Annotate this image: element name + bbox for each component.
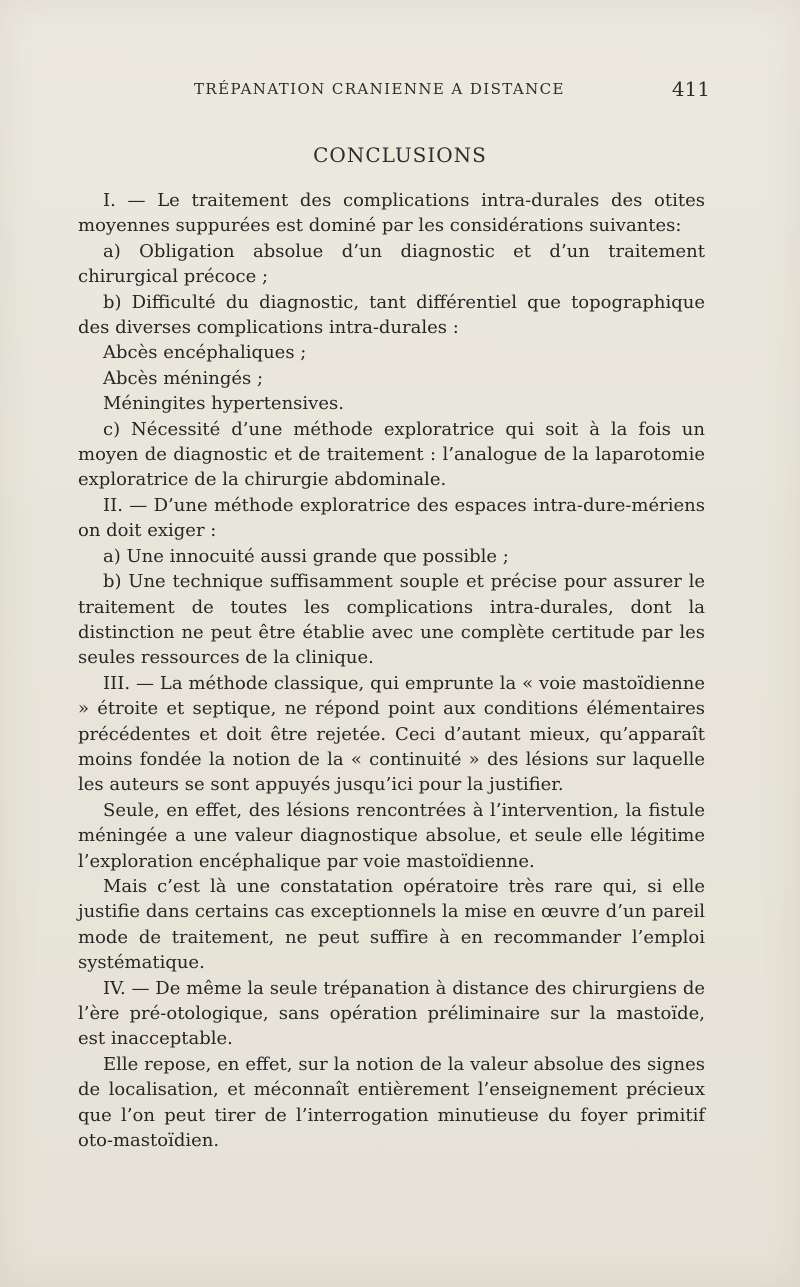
paragraph-1c: c) Nécessité d’une méthode exploratrice qui soit à la fois un moyen de diagnostic et de traitement : l’analogue de la laparotomie exploratrice de la chirurgie abdominale. (78, 418, 705, 491)
paragraph-4: IV. — De même la seule trépanation à distance des chirurgiens de l’ère pré-otologique, sans opération préliminaire sur la mastoïde, est inacceptable. (78, 977, 705, 1050)
paragraph-1b: b) Difficulté du diagnostic, tant différentiel que topographique des diverses complications intra-durales : (78, 291, 705, 339)
paragraph-4-cont: Elle repose, en effet, sur la notion de la valeur absolue des signes de localisation, et méconnaît entièrement l’enseignement précieux que l’on peut tirer de l’interrogation minutieuse du foyer primitif oto-mastoïdien. (78, 1053, 705, 1152)
paragraph-3: III. — La méthode classique, qui emprunte la « voie mastoïdienne » étroite et septique, ne répond point aux conditions élémentaires précédentes et doit être rejetée. Ceci d’autant mieux, qu’apparaît moins fondée la notion de la « continuité » des lésions sur laquelle les auteurs se sont appuyés jusqu’ici pour la justifier. (78, 672, 705, 796)
list-item-meningites: Méningites hypertensives. (103, 393, 344, 415)
page-number: 411 (671, 77, 710, 101)
paragraph-2a: a) Une innocuité aussi grande que possible ; (103, 545, 509, 567)
section-title: CONCLUSIONS (313, 143, 487, 167)
list-item-abces-meninges: Abcès méningés ; (103, 367, 264, 389)
paragraph-2: II. — D’une méthode exploratrice des espaces intra-dure-mériens on doit exiger : (78, 494, 705, 542)
running-title: TRÉPANATION CRANIENNE A DISTANCE (194, 80, 565, 98)
paragraph-2b: b) Une technique suffisamment souple et précise pour assurer le traitement de toutes les complications intra-durales, dont la distinction ne peut être établie avec une complète certitude par les seules ressources de la clinique. (78, 571, 705, 669)
body-text (78, 188, 705, 1153)
list-item-abces-encephaliques: Abcès encéphaliques ; (103, 342, 307, 364)
paragraph-1: I. — Le traitement des complications intra-durales des otites moyennes suppurées est dominé par les considérations suivantes: (78, 190, 705, 237)
running-header (194, 76, 710, 102)
paragraph-3-cont-1: Seule, en effet, des lésions rencontrées à l’intervention, la fistule méningée a une valeur diagnostique absolue, et seule elle légitime l’exploration encéphalique par voie mastoïdienne. (78, 799, 705, 872)
paragraph-1a: a) Obligation absolue d’un diagnostic et d’un traitement chirurgical précoce ; (78, 240, 705, 288)
paragraph-3-cont-2: Mais c’est là une constatation opératoire très rare qui, si elle justifie dans certains cas exceptionnels la mise en œuvre d’un pareil mode de traitement, ne peut suffire à en recommander l’emploi systématique. (78, 875, 705, 974)
